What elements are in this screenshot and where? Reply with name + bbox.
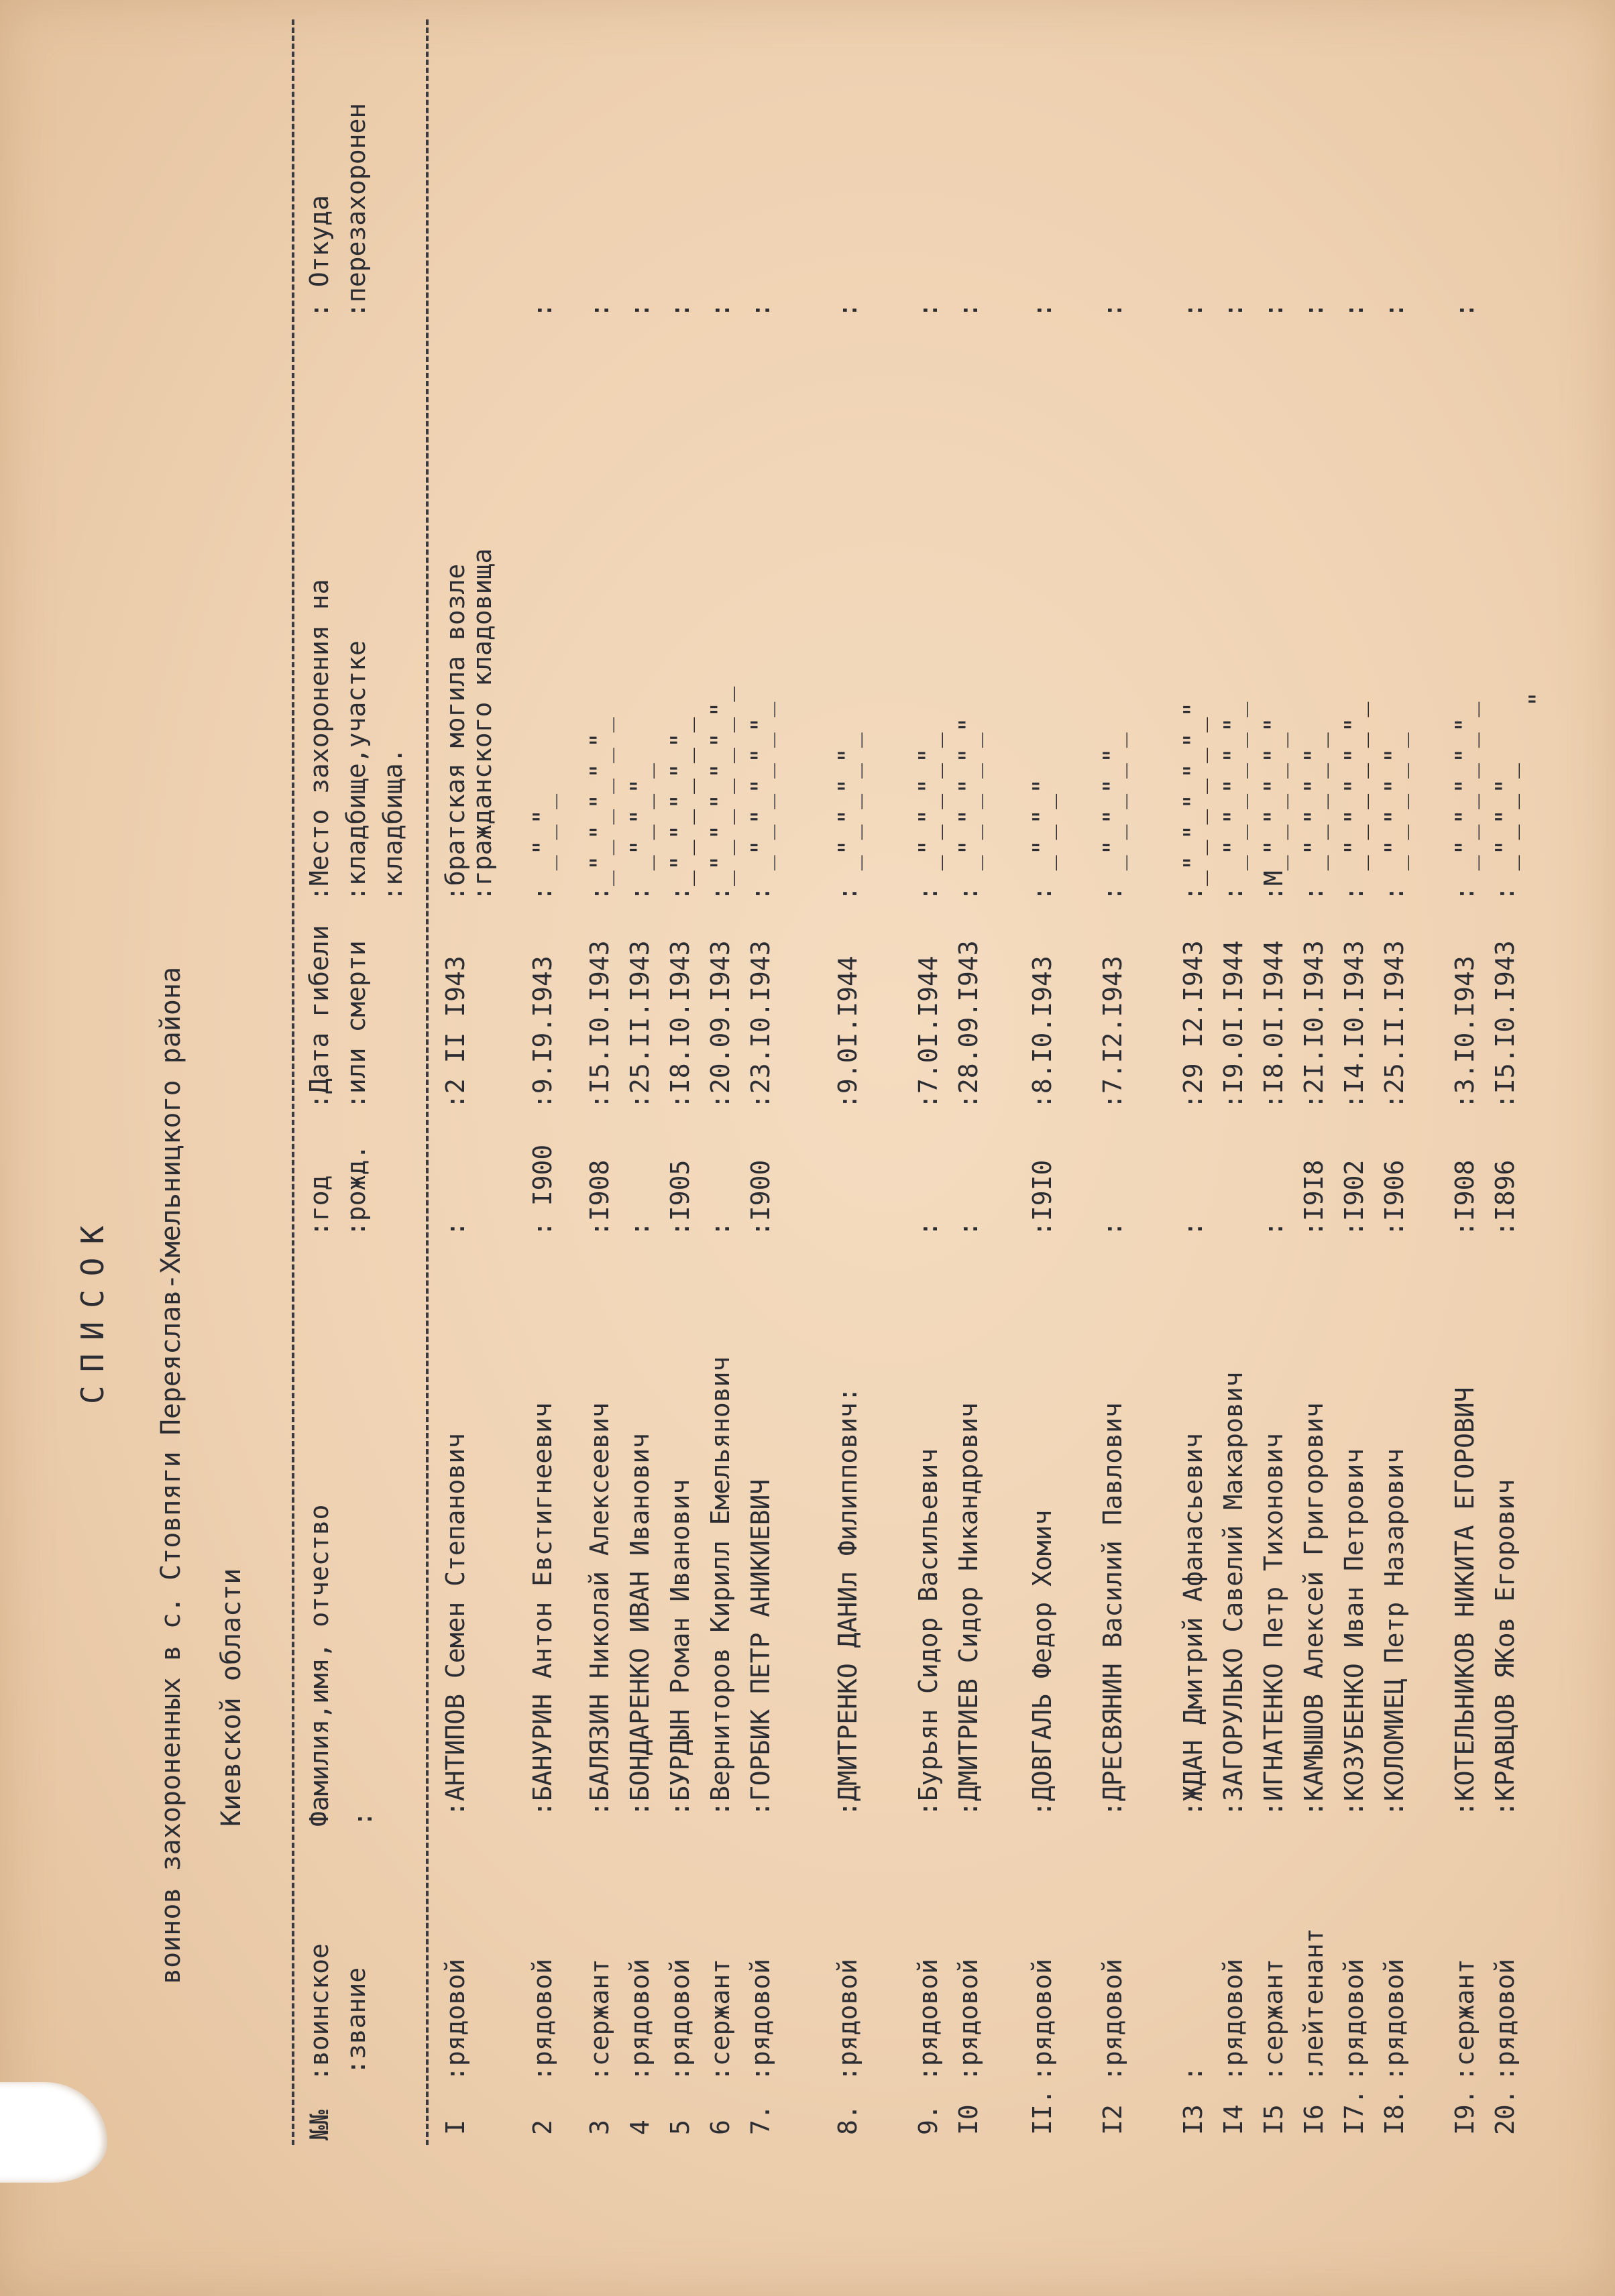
table-row	[627, 0, 661, 2296]
row-from: :	[1098, 302, 1127, 318]
row-date: :I4.I0.I943	[1339, 940, 1369, 1109]
row-name: :ЗАГОРУЛЬКО Савелий Макарович	[1219, 1371, 1248, 1817]
table-row	[708, 0, 741, 2296]
row-from: :	[1299, 302, 1329, 318]
table-row-continuation	[1526, 0, 1559, 2296]
row-name: :АНТИПОВ Семен Степанович	[441, 1433, 470, 1817]
row-name: :Верниторов Кирилл Емельянович	[706, 1356, 735, 1817]
row-name: :КРАВЦОВ ЯКов Егорович	[1490, 1479, 1520, 1817]
row-from: :	[585, 302, 614, 318]
row-place: : _"_"_"_"_"_	[746, 701, 775, 901]
row-name: :БУРДЫН Роман Иванович	[665, 1479, 695, 1817]
row-place: :братская могила возле	[441, 563, 470, 901]
row-from: :	[1450, 302, 1480, 318]
row-number: I4	[1219, 2104, 1248, 2135]
document-subtitle: воинов захороненных в с. Стовпяги Переяслав-Хмельницкого района	[156, 966, 186, 1984]
row-number: II.	[1027, 2089, 1057, 2135]
row-name: :КОЛОМИЕЦ Петр Назарович	[1380, 1448, 1409, 1817]
row-number: I3	[1178, 2104, 1208, 2135]
row-rank: :рядовой	[833, 1958, 862, 2081]
row-number: I0	[954, 2104, 983, 2135]
row-number: 2	[528, 2120, 557, 2135]
row-rank: :сержант	[706, 1958, 735, 2081]
header-top-rule	[292, 19, 294, 2145]
row-date: :7.0I.I944	[913, 956, 943, 1109]
row-rank: :рядовой	[528, 1958, 557, 2081]
row-name: :ДРЕСВЯНИН Василий Павлович	[1098, 1402, 1127, 1817]
table-row	[835, 0, 869, 2296]
row-place: : _"_"_"_	[1490, 763, 1520, 901]
row-year: :I9I0	[1027, 1159, 1057, 1237]
row-name: :БАЛЯЗИН Николай Алексеевич	[585, 1402, 614, 1817]
row-place: : _"_"_"_"_"_	[1450, 701, 1480, 901]
row-name: :ИГНАТЕНКО Петр Тихонович	[1259, 1433, 1288, 1817]
row-place: : _"_"_	[528, 793, 557, 901]
row-date: :7.I2.I943	[1098, 956, 1127, 1109]
row-place: : _"_"_"_"_	[833, 732, 862, 901]
row-number: 7.	[746, 2104, 775, 2135]
row-date: :I5.I0.I943	[1490, 940, 1520, 1109]
row-from: :	[1219, 302, 1248, 318]
table-row	[1180, 0, 1214, 2296]
row-from: :	[746, 302, 775, 318]
table-row	[1029, 0, 1063, 2296]
row-from: :	[1178, 302, 1208, 318]
row-year: :	[1259, 1221, 1288, 1237]
row-year: :	[706, 1221, 735, 1237]
row-place: : _"_"_"_"_"_	[1339, 701, 1369, 901]
row-name: :ЖДАН Дмитрий Афанасьевич	[1178, 1433, 1208, 1817]
header-name-line2: :	[348, 1811, 378, 1827]
row-rank: :рядовой	[665, 1958, 695, 2081]
table-row	[1341, 0, 1375, 2296]
row-year: :	[1178, 1221, 1208, 1237]
row-year: :	[954, 1221, 983, 1237]
row-number: I5	[1259, 2104, 1288, 2135]
row-from: :	[1259, 302, 1288, 318]
header-place-line3: :кладбища.	[378, 748, 408, 901]
row-name: :ДМИТРИЕВ Сидор Никандрович	[954, 1402, 983, 1817]
table-row	[1452, 0, 1486, 2296]
row-date: :I8.I0.I943	[665, 940, 695, 1109]
row-name: :БАНУРИН Антон Евстигнеевич	[528, 1402, 557, 1817]
header-date-line1: :Дата гибели	[304, 925, 334, 1109]
row-year: :	[441, 1221, 470, 1237]
row-rank: :рядовой	[913, 1958, 943, 2081]
header-year-line2: :рожд.	[341, 1144, 371, 1237]
row-place: :М_"_"_"_"_"	[1259, 717, 1288, 901]
row-year: :I908	[585, 1159, 614, 1237]
row-rank: :рядовой	[1380, 1958, 1409, 2081]
row-rank: :рядовой	[1339, 1958, 1369, 2081]
row-number: I2	[1098, 2104, 1127, 2135]
table-row	[748, 0, 781, 2296]
row-name: :БОНДАРЕНКО ИВАН Иванович	[625, 1433, 655, 1817]
row-number: 9.	[913, 2104, 943, 2135]
header-rank-line1: :воинское	[304, 1943, 334, 2081]
row-date: :3.I0.I943	[1450, 956, 1480, 1109]
row-place: : _"_"_"_"_"	[954, 717, 983, 901]
row-year: :I905	[665, 1159, 695, 1237]
row-place: :_"_"_"_"_"_"_	[706, 686, 735, 901]
row-rank: :рядовой	[954, 1958, 983, 2081]
table-row	[587, 0, 620, 2296]
row-place: :_"_"_"_"_"_	[665, 717, 695, 901]
table-row	[915, 0, 949, 2296]
row-rank: :рядовой	[441, 1958, 470, 2081]
row-year: :I9I8	[1299, 1159, 1329, 1237]
row-from: :	[1027, 302, 1057, 318]
row-rank: :рядовой	[746, 1958, 775, 2081]
row-year: :I896	[1490, 1159, 1520, 1237]
row-date: :9.I9.I943	[528, 956, 557, 1109]
row-date: :2I.I0.I943	[1299, 940, 1329, 1109]
row-date: :9.0I.I944	[833, 956, 862, 1109]
row-rank: :рядовой	[625, 1958, 655, 2081]
table-row	[1492, 0, 1526, 2296]
row-from: :	[954, 302, 983, 318]
row-place: : _"_"_"_"_	[1380, 732, 1409, 901]
row-name: :КОТЕЛЬНИКОВ НИКИТА ЕГОРОВИЧ	[1450, 1387, 1480, 1817]
row-date: :28.09.I943	[954, 940, 983, 1109]
row-from: :	[833, 302, 862, 318]
row-from: :	[1380, 302, 1409, 318]
row-date: :I9.0I.I944	[1219, 940, 1248, 1109]
document-title: СПИСОК	[74, 1212, 111, 1404]
row-name: :ДМИТРЕНКО ДАНИл Филиппович:	[833, 1387, 862, 1817]
row-date: :8.I0.I943	[1027, 956, 1057, 1109]
row-rank: :сержант	[585, 1958, 614, 2081]
row-date: :29 I2.I943	[1178, 940, 1208, 1109]
table-row	[1261, 0, 1294, 2296]
table-row	[530, 0, 563, 2296]
header-from-line2: :перезахоронен	[341, 103, 371, 318]
header-name-line1: Фамилия,имя, отчество	[304, 1504, 334, 1827]
row-number: 20.	[1490, 2089, 1520, 2135]
table-row	[956, 0, 989, 2296]
row-number: 8.	[833, 2104, 862, 2135]
row-rank: :сержант	[1450, 1958, 1480, 2081]
row-number: I8.	[1380, 2089, 1409, 2135]
row-rank: :рядовой	[1219, 1958, 1248, 2081]
table-row	[667, 0, 701, 2296]
row-date: :2 II I943	[441, 956, 470, 1109]
row-name: :ДОВГАЛЬ Федор Хомич	[1027, 1509, 1057, 1817]
table-row	[1100, 0, 1133, 2296]
row-place-continuation: :гражданского кладовища	[467, 548, 497, 901]
row-date: :25.II.I943	[625, 940, 655, 1109]
row-year: :I902	[1339, 1159, 1369, 1237]
row-from: :	[913, 302, 943, 318]
row-year: :	[1098, 1221, 1127, 1237]
table-row	[1301, 0, 1335, 2296]
row-number: 4	[625, 2120, 655, 2135]
header-place-line1: :Место захоронения на	[304, 579, 334, 901]
row-year: :I900	[746, 1159, 775, 1237]
row-rank: :рядовой	[1027, 1958, 1057, 2081]
header-bottom-rule	[426, 19, 429, 2145]
row-year: : I900	[528, 1144, 557, 1237]
row-name: :Бурьян Сидор Васильевич	[913, 1448, 943, 1817]
row-place: : _"_"_"_"_	[913, 732, 943, 901]
header-year-line1: :год	[304, 1175, 334, 1237]
table-row-continuation	[469, 0, 503, 2296]
row-number: I9.	[1450, 2089, 1480, 2135]
row-place: : _"_"_"_"_	[1098, 732, 1127, 901]
table-row	[1221, 0, 1254, 2296]
row-year: :	[913, 1221, 943, 1237]
header-from-line1: : Откуда	[304, 194, 334, 318]
row-date: :I8.0I.I944	[1259, 940, 1288, 1109]
row-name: :КАМЫШОВ Алексей Григорович	[1299, 1402, 1329, 1817]
row-number: I7.	[1339, 2089, 1369, 2135]
row-year: :	[625, 1221, 655, 1237]
row-place: :_"_"_"_"_"_	[585, 717, 614, 901]
header-date-line2: :или смерти	[341, 940, 371, 1109]
row-number: I	[441, 2120, 470, 2135]
row-number: I6	[1299, 2104, 1329, 2135]
row-place: : _"_"_"_"_"_	[1219, 701, 1248, 901]
header-rank-line2: :звание	[341, 1967, 371, 2075]
row-rank: :лейтенант	[1299, 1928, 1329, 2081]
row-number: 6	[706, 2120, 735, 2135]
row-date: :23.I0.I943	[746, 940, 775, 1109]
row-name: :ГОРБИК ПЕТР АНИКИЕВИЧ	[746, 1479, 775, 1817]
row-place: : _"_"_"	[1027, 778, 1057, 901]
row-rank: :сержант	[1259, 1958, 1288, 2081]
table-row	[1382, 0, 1415, 2296]
row-name: :КОЗУБЕНКО Иван Петрович	[1339, 1448, 1369, 1817]
row-place: : _"_"_"_	[625, 763, 655, 901]
row-from: :	[625, 302, 655, 318]
row-number: 3	[585, 2120, 614, 2135]
row-date: :20.09.I943	[706, 940, 735, 1109]
header-num: №№	[304, 2110, 334, 2140]
row-date: :25.II.I943	[1380, 940, 1409, 1109]
row-rank: :рядовой	[1098, 1958, 1127, 2081]
row-from: :	[528, 302, 557, 318]
row-rank: :рядовой	[1490, 1958, 1520, 2081]
row-place: : _"_"_"_"_	[1299, 732, 1329, 901]
row-from: :	[706, 302, 735, 318]
row-year: :I908	[1450, 1159, 1480, 1237]
row-year: :I906	[1380, 1159, 1409, 1237]
row-rank: :	[1178, 2066, 1208, 2081]
row-date: :I5.I0.I943	[585, 940, 614, 1109]
row-from: :	[665, 302, 695, 318]
row-place-continuation: "	[1524, 691, 1553, 707]
document-region: Киевской области	[216, 1568, 247, 1827]
row-place: :_"_"_"_"_"_"	[1178, 701, 1208, 901]
row-number: 5	[665, 2120, 695, 2135]
header-place-line2: :кладбище,участке	[341, 640, 371, 901]
row-from: :	[1339, 302, 1369, 318]
